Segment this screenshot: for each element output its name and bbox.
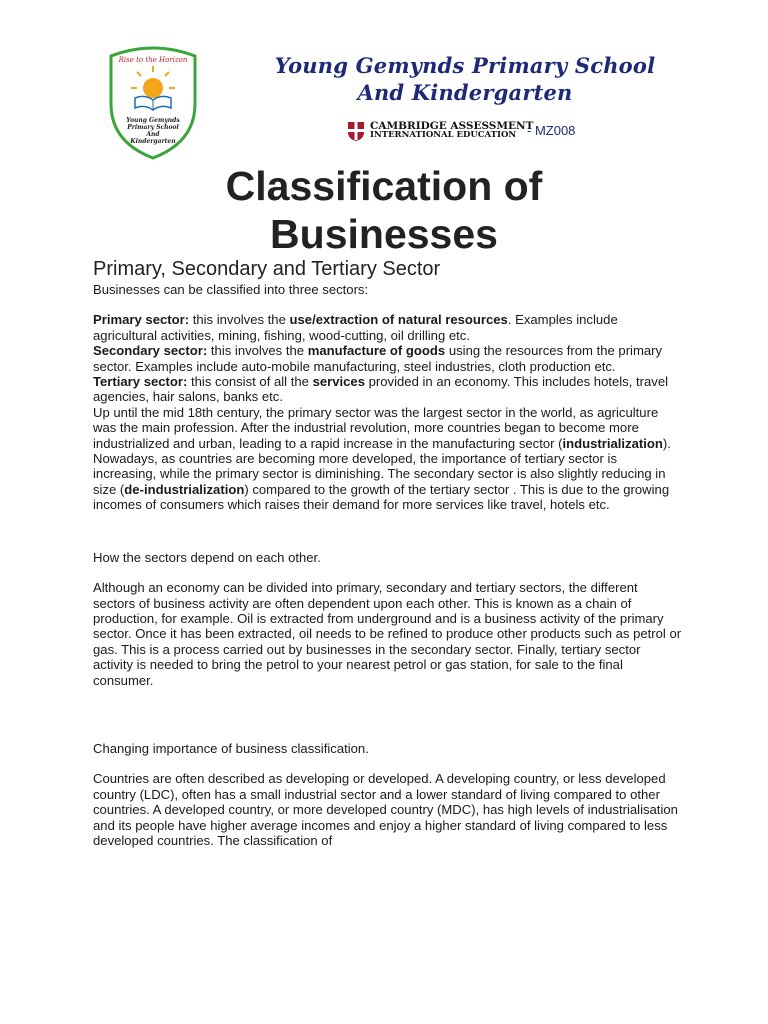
cambridge-shield-icon bbox=[347, 121, 365, 141]
heading-sectors-depend: How the sectors depend on each other. bbox=[93, 549, 321, 565]
accreditation-line1: CAMBRIDGE ASSESSMENT bbox=[370, 120, 534, 132]
section-subtitle: Primary, Secondary and Tertiary Sector bbox=[93, 258, 441, 280]
school-logo bbox=[105, 42, 201, 160]
school-name-line1: Young Gemynds Primary School bbox=[274, 53, 656, 78]
accreditation-name bbox=[370, 121, 533, 140]
page-title bbox=[120, 162, 648, 258]
secondary-sector-paragraph: Secondary sector: this involves the manufacture of goods using the resources from the primary sector. Examples include auto-mobile manufacturing, steel industries, cloth production etc. bbox=[93, 343, 663, 374]
nowadays-paragraph: Nowadays, as countries are becoming more developed, the importance of tertiary sector is increasing, while the primary sector is diminishing. The secondary sector is also slightly reducing in size (de-industrialization) compared to the growth of the tertiary sector . This is due to the growing incomes of consumers which raises their demand for more services like travel, hotels etc. bbox=[93, 451, 670, 513]
intro-paragraph: Businesses can be classified into three sectors: bbox=[93, 282, 369, 297]
accreditation bbox=[347, 120, 607, 142]
logo-text-line1: Young Gemynds bbox=[126, 117, 180, 124]
page-title-line1: Classification of bbox=[225, 163, 543, 209]
countries-paragraph: Countries are often described as developing or developed. A developing country, or less developed country (LDC), often has a small industrial sector and a lower standard of living compared to other countries. A developed country, or more developed country (MDC), has high levels of industrialisation and its people have higher average incomes and enjoy a higher standard of living compared to less developed countries. The classification of bbox=[93, 771, 678, 848]
dependency-paragraph: Although an economy can be divided into primary, secondary and tertiary sectors, the different sectors of business activity are often dependent upon each other. This is known as a chain of production, for example. Oil is extracted from underground and is a business activity of the primary sector. Once it has been extracted, oil needs to be refined to produce other products such as petrol or gas. This is a process carried out by businesses in the secondary sector. Finally, tertiary sector activity is needed to bring the petrol to your nearest petrol or gas station, for sale to the final consumer. bbox=[93, 580, 682, 688]
school-name bbox=[262, 52, 668, 106]
primary-sector-paragraph: Primary sector: this involves the use/extraction of natural resources. Examples include agricultural activities, mining, fishing, wood-cutting, oil drilling etc. bbox=[93, 312, 618, 343]
tertiary-sector-paragraph: Tertiary sector: this consist of all the services provided in an economy. This includes hotels, travel agencies, hair salons, banks etc. bbox=[93, 374, 669, 405]
logo-text-line2: Primary School bbox=[127, 124, 179, 131]
tertiary-sector-label: Tertiary sector: bbox=[93, 374, 188, 390]
logo-text-line3: And bbox=[146, 131, 160, 138]
heading-changing-importance: Changing importance of business classification. bbox=[93, 740, 369, 756]
centre-code: - MZ008 bbox=[527, 123, 576, 138]
document-body bbox=[93, 282, 683, 848]
accreditation-line2: INTERNATIONAL EDUCATION bbox=[370, 130, 517, 140]
primary-sector-label: Primary sector: bbox=[93, 312, 190, 328]
page-title-line2: Businesses bbox=[270, 211, 498, 257]
secondary-sector-label: Secondary sector: bbox=[93, 343, 208, 359]
school-name-line2: And Kindergarten bbox=[357, 80, 573, 105]
history-paragraph: Up until the mid 18th century, the primary sector was the largest sector in the world, as agriculture was the main profession. After the industrial revolution, more countries began to become more industrialized and urban, leading to a rapid increase in the manufacturing sector (industrialization). bbox=[93, 404, 671, 451]
logo-text-line4: Kindergarten bbox=[130, 138, 176, 145]
logo-motto: Rise to the Horizon bbox=[118, 56, 188, 64]
